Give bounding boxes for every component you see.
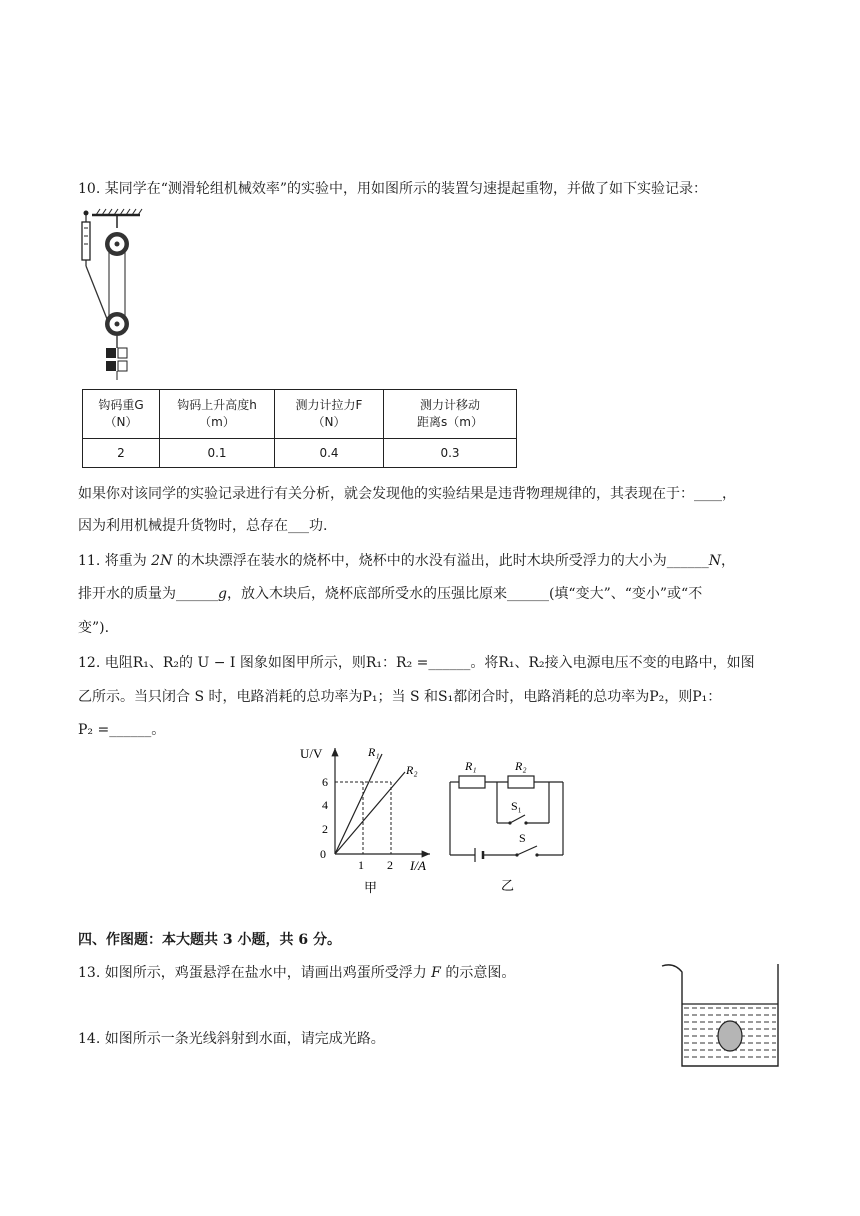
question-12-line: P₂ =______。 xyxy=(78,722,166,738)
circuit-s-label: S xyxy=(519,831,526,845)
circuit-diagram xyxy=(445,752,580,894)
question-13-text: 13. 如图所示，鸡蛋悬浮在盐水中，请画出鸡蛋所受浮力 F 的示意图。 xyxy=(78,965,516,981)
y-tick-label: 0 xyxy=(320,847,326,861)
header-hook-height: 钩码上升高度h （m） xyxy=(160,390,275,439)
question-11-line: 11. 将重为 2N 的木块漂浮在装水的烧杯中，烧杯中的水没有溢出，此时木块所受浮力的大小为______N， xyxy=(78,553,736,569)
table-cell: 0.1 xyxy=(160,439,275,468)
question-10-analysis-line: 如果你对该同学的实验记录进行有关分析，就会发现他的实验结果是违背物理规律的，其表现在于：____， xyxy=(78,486,736,502)
r2-label: R₂ xyxy=(406,763,418,777)
table-cell: 0.3 xyxy=(384,439,517,468)
section-4-title: 四、作图题：本大题共 3 小题，共 6 分。 xyxy=(78,932,341,948)
circuit-caption: 乙 xyxy=(501,878,515,893)
y-tick-label: 2 xyxy=(322,822,328,836)
pulley-apparatus-figure xyxy=(78,206,148,386)
question-11-line: 变”). xyxy=(78,620,110,636)
graph-x-label: I/A xyxy=(410,858,426,873)
table-row xyxy=(83,439,517,468)
x-tick-label: 1 xyxy=(358,858,364,872)
circuit-r1-label: R₁ xyxy=(465,759,477,773)
y-tick-label: 4 xyxy=(322,798,328,812)
table-cell: 0.4 xyxy=(275,439,384,468)
header-scale-distance: 测力计移动 距离s（m） xyxy=(384,390,517,439)
egg-shape xyxy=(718,1021,742,1051)
graph-y-label: U/V xyxy=(300,746,323,761)
header-pull-force: 测力计拉力F （N） xyxy=(275,390,384,439)
r2-line xyxy=(335,772,405,854)
question-11-line: 排开水的质量为______g，放入木块后，烧杯底部所受水的压强比原来______(填“变大”、“变小”或“不 xyxy=(78,586,703,602)
experiment-record-table xyxy=(82,389,517,468)
graph-caption: 甲 xyxy=(364,880,378,894)
r1-line xyxy=(335,754,382,854)
header-hook-weight: 钩码重G （N） xyxy=(83,390,160,439)
beaker-egg-figure xyxy=(660,958,782,1070)
question-12-line: 12. 电阻R₁、R₂的 U − I 图象如图甲所示，则R₁：R₂ =______。将R₁、R₂接入电源电压不变的电路中，如图 xyxy=(78,655,755,671)
question-14-text: 14. 如图所示一条光线斜射到水面，请完成光路。 xyxy=(78,1031,385,1047)
question-12-line: 乙所示。当只闭合 S 时，电路消耗的总功率为P₁；当 S 和S₁都闭合时，电路消耗的总功率为P₂，则P₁： xyxy=(78,689,722,705)
question-10-analysis-line: 因为利用机械提升货物时，总存在___功. xyxy=(78,518,328,534)
u-i-graph xyxy=(290,742,440,894)
y-tick-label: 6 xyxy=(322,775,328,789)
question-10-text: 10. 某同学在“测滑轮组机械效率”的实验中，用如图所示的装置匀速提起重物，并做了如下实验记录： xyxy=(78,181,708,197)
x-tick-label: 2 xyxy=(387,858,393,872)
table-cell: 2 xyxy=(83,439,160,468)
circuit-s1-label: S₁ xyxy=(511,799,522,813)
circuit-r2-label: R₂ xyxy=(515,759,527,773)
r1-label: R₁ xyxy=(368,745,380,759)
table-header-row xyxy=(83,390,517,439)
